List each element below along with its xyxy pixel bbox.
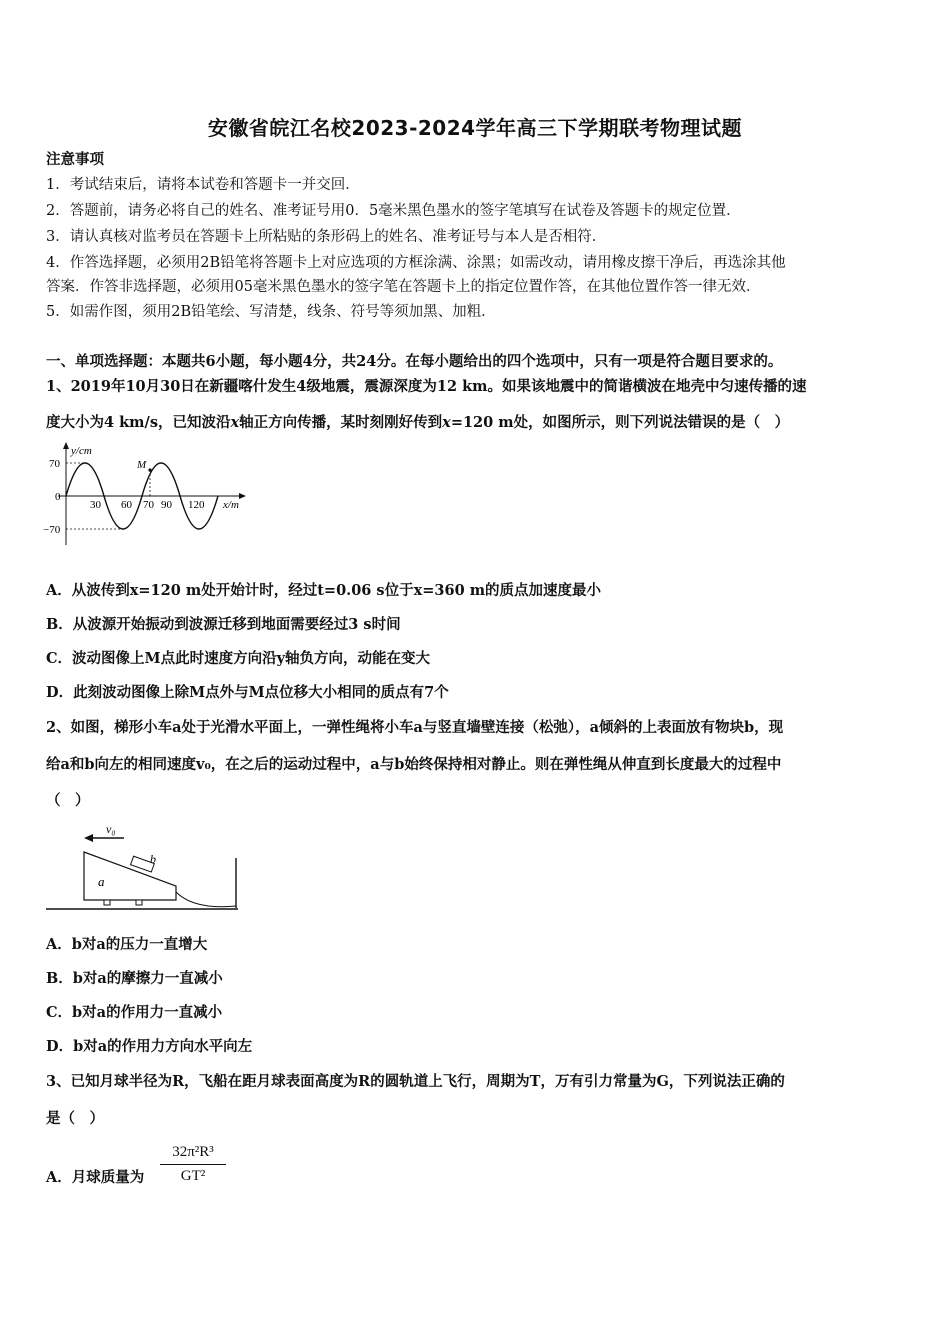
block-b-label: b (150, 852, 156, 866)
notice-item-1: 1．考试结束后，请将本试卷和答题卡一并交回． (46, 177, 360, 193)
q2-stem-line2: 给a和b向左的相同速度v₀，在之后的运动过程中，a与b始终保持相对静止。则在弹性绳从伸直到长度最大的过程中 (46, 756, 782, 773)
point-M-label: M (137, 459, 147, 471)
velocity-label: v₀ (106, 822, 116, 836)
x-tick-60: 60 (121, 499, 132, 511)
notice-item-4-cont: 答案．作答非选择题，必须用05毫米黑色墨水的签字笔在答题卡上的指定位置作答，在其他位置作答一律无效． (46, 279, 761, 295)
wave-graph (40, 440, 260, 550)
x-tick-30: 30 (90, 499, 101, 511)
q2-stem-line3: （ ） (46, 792, 90, 809)
notice-item-3: 3．请认真核对监考员在答题卡上所粘贴的条形码上的姓名、准考证号与本人是否相符． (46, 229, 607, 245)
q3-stem-line1: 3、已知月球半径为R，飞船在距月球表面高度为R的圆轨道上飞行，周期为T，万有引力常量为G，下列说法正确的 (46, 1073, 785, 1090)
x-axis-label: x/m (223, 499, 239, 511)
notice-heading: 注意事项 (46, 151, 104, 168)
cart-figure (44, 818, 248, 914)
q2-stem-line1: 2、如图，梯形小车a处于光滑水平面上，一弹性绳将小车a与竖直墙壁连接（松弛），a倾斜的上表面放有物块b，现 (46, 719, 784, 736)
notice-item-2: 2．答题前，请务必将自己的姓名、准考证号用0．5毫米黑色墨水的签字笔填写在试卷及答题卡的规定位置． (46, 203, 741, 219)
y-tick-minus-70: −70 (43, 524, 61, 536)
q2-option-b: B．b对a的摩擦力一直减小 (46, 970, 223, 987)
moon-mass-fraction (160, 1144, 226, 1185)
y-tick-70: 70 (49, 458, 60, 470)
q1-option-b: B．从波源开始振动到波源迁移到地面需要经过3 s时间 (46, 616, 401, 633)
q2-option-c: C．b对a的作用力一直减小 (46, 1004, 223, 1021)
q3-option-a: A．月球质量为 (46, 1169, 145, 1186)
section-heading: 一、单项选择题：本题共6小题，每小题4分，共24分。在每小题给出的四个选项中，只有一项是符合题目要求的。 (46, 353, 783, 370)
fraction-numerator: 32π²R³ (160, 1144, 226, 1165)
q1-stem-line1: 1、2019年10月30日在新疆喀什发生4级地震，震源深度为12 km。如果该地震中的简谐横波在地壳中匀速传播的速 (46, 378, 807, 395)
q1-option-c: C．波动图像上M点此时速度方向沿y轴负方向，动能在变大 (46, 650, 431, 667)
x-tick-120: 120 (188, 499, 205, 511)
origin-label: 0 (55, 491, 61, 503)
q1-stem-line2: 度大小为4 km/s，已知波沿x轴正方向传播，某时刻刚好传到x=120 m处，如图所示，则下列说法错误的是（ ） (46, 414, 790, 431)
q2-option-d: D．b对a的作用力方向水平向左 (46, 1038, 253, 1055)
page-title: 安徽省皖江名校2023-2024学年高三下学期联考物理试题 (207, 116, 743, 140)
q3-stem-line2: 是（ ） (46, 1110, 104, 1127)
q1-option-a: A．从波传到x=120 m处开始计时，经过t=0.06 s位于x=360 m的质点加速度最小 (46, 582, 602, 599)
notice-item-4: 4．作答选择题，必须用2B铅笔将答题卡上对应选项的方框涂满、涂黑；如需改动，请用橡皮擦干净后，再选涂其他 (46, 255, 786, 271)
notice-item-5: 5．如需作图，须用2B铅笔绘、写清楚，线条、符号等须加黑、加粗． (46, 304, 496, 320)
y-axis-label: y/cm (71, 445, 92, 457)
cart-a-label: a (98, 874, 105, 889)
x-tick-90: 90 (161, 499, 172, 511)
q2-option-a: A．b对a的压力一直增大 (46, 936, 208, 953)
q1-option-d: D．此刻波动图像上除M点外与M点位移大小相同的质点有7个 (46, 684, 449, 701)
fraction-denominator: GT² (180, 1168, 206, 1184)
x-tick-70: 70 (143, 499, 154, 511)
